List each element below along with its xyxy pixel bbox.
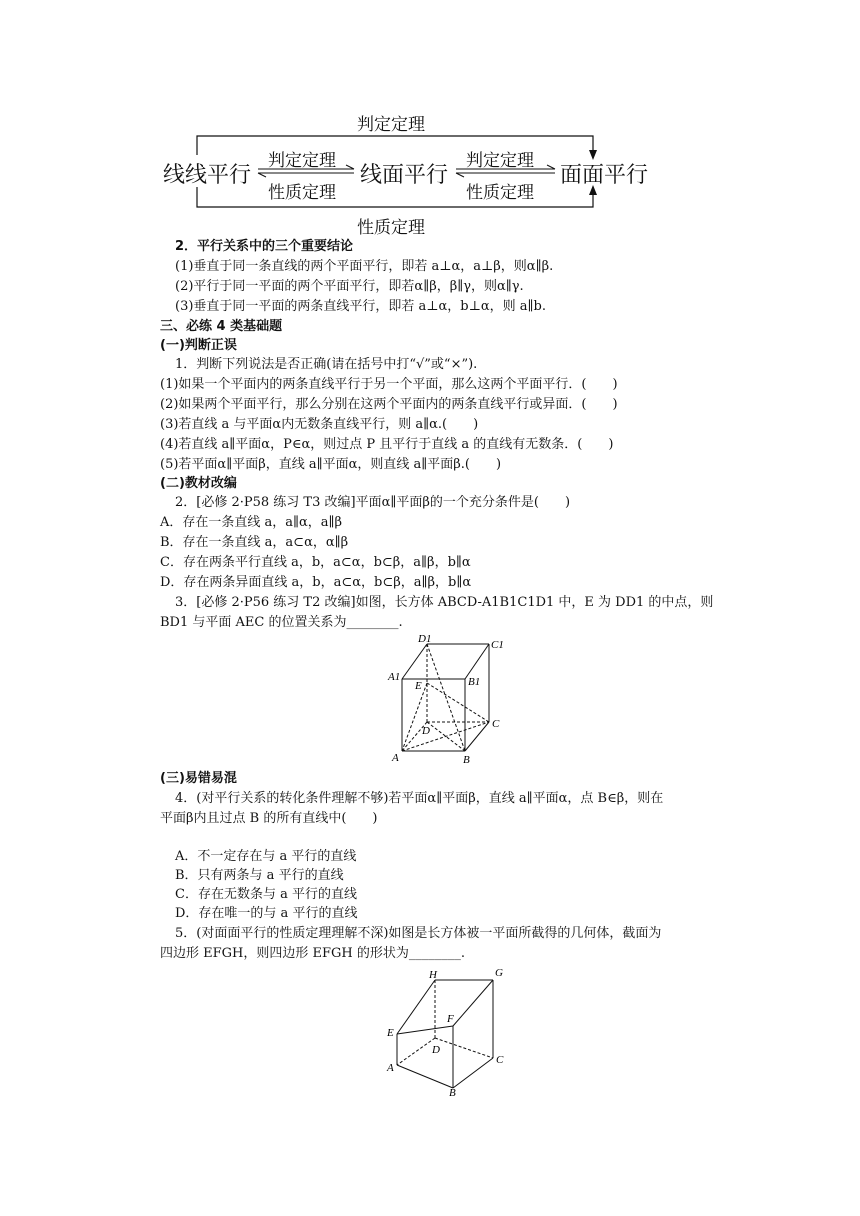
label-a: A	[392, 752, 399, 764]
question-5-line-1: 5．(对面面平行的性质定理理解不深)如图是长方体被一平面所截得的几何体，截面为	[175, 926, 662, 941]
question-2-option-c: C．存在两条平行直线 a，b，a⊂α，b⊂β，a∥β，b∥α	[160, 555, 471, 570]
question-4-line-1: 4．(对平行关系的转化条件理解不够)若平面α∥平面β，直线 a∥平面α，点 B∈β，则在	[175, 791, 664, 806]
question-4-option-b: B．只有两条与 a 平行的直线	[175, 868, 344, 883]
arrow1-bottom-label: 性质定理	[268, 183, 336, 203]
diagram-top-label: 判定定理	[357, 115, 425, 135]
label-c2: C	[496, 1054, 504, 1066]
label-d1: D1	[418, 633, 432, 645]
label-e: E	[415, 680, 422, 692]
question-5-line-2: 四边形 EFGH，则四边形 EFGH 的形状为________.	[160, 946, 465, 961]
arrow1-top-label: 判定定理	[268, 151, 336, 171]
label-c: C	[492, 718, 500, 730]
section2-item-3: (3)垂直于同一平面的两条直线平行，即若 a⊥α，b⊥α，则 a∥b.	[175, 299, 546, 314]
diagram-bottom-label: 性质定理	[357, 218, 425, 238]
question-1-item-1: (1)如果一个平面内的两条直线平行于另一个平面，那么这两个平面平行．( )	[160, 377, 618, 392]
cuboid-figure	[380, 630, 510, 770]
question-4-option-d: D．存在唯一的与 a 平行的直线	[175, 906, 358, 921]
question-1-item-5: (5)若平面α∥平面β，直线 a∥平面α，则直线 a∥平面β.( )	[160, 457, 502, 472]
question-1: 1．判断下列说法是否正确(请在括号中打“√”或“×”).	[175, 357, 478, 372]
question-4-option-c: C．存在无数条与 a 平行的直线	[175, 887, 357, 902]
label-g: G	[495, 967, 503, 979]
question-4-option-a: A．不一定存在与 a 平行的直线	[175, 849, 357, 864]
question-1-item-3: (3)若直线 a 与平面α内无数条直线平行，则 a∥α.( )	[160, 417, 479, 432]
question-4-line-2: 平面β内且过点 B 的所有直线中( )	[160, 811, 378, 826]
section2-item-2: (2)平行于同一平面的两个平面平行，即若α∥β，β∥γ，则α∥γ.	[175, 279, 524, 294]
truncated-cuboid-figure	[380, 958, 520, 1098]
label-b: B	[463, 754, 470, 766]
section2-item-1: (1)垂直于同一条直线的两个平面平行，即若 a⊥α，a⊥β，则α∥β.	[175, 259, 554, 274]
arrow2-bottom-label: 性质定理	[466, 183, 534, 203]
question-2: 2．[必修 2·P58 练习 T3 改编]平面α∥平面β的一个充分条件是( )	[175, 495, 571, 510]
subheading-judgment: (一)判断正误	[160, 338, 237, 353]
subheading-pitfalls: (三)易错易混	[160, 771, 237, 786]
arrow2-top-label: 判定定理	[466, 151, 534, 171]
label-d: D	[422, 725, 430, 737]
diagram-node-line-plane: 线面平行	[360, 163, 449, 188]
label-f: F	[447, 1013, 454, 1025]
section3-title: 三、必练 4 类基础题	[160, 319, 283, 334]
label-a1: A1	[388, 671, 401, 683]
diagram-node-plane-plane: 面面平行	[560, 163, 649, 188]
diagram-node-line-line: 线线平行	[163, 163, 252, 188]
subheading-textbook: (二)教材改编	[160, 476, 237, 491]
label-d2: D	[432, 1044, 440, 1056]
section2-title: 2．平行关系中的三个重要结论	[175, 239, 354, 254]
question-2-option-d: D．存在两条异面直线 a，b，a⊂α，b⊂β，a∥β，b∥α	[160, 575, 472, 590]
question-1-item-2: (2)如果两个平面平行，那么分别在这两个平面内的两条直线平行或异面．( )	[160, 397, 618, 412]
label-e2: E	[387, 1027, 394, 1039]
label-b2: B	[449, 1087, 456, 1098]
diagram-lines	[0, 0, 860, 240]
label-b1: B1	[468, 676, 481, 688]
question-3-line-1: 3．[必修 2·P56 练习 T2 改编]如图，长方体 ABCD-A1B1C1D1 中，E 为 DD1 的中点，则	[175, 595, 714, 610]
label-h: H	[429, 969, 437, 981]
label-a2: A	[387, 1062, 394, 1074]
question-1-item-4: (4)若直线 a∥平面α，P∈α，则过点 P 且平行于直线 a 的直线有无数条．( )	[160, 437, 614, 452]
question-2-option-b: B．存在一条直线 a，a⊂α，α∥β	[160, 535, 349, 550]
question-2-option-a: A．存在一条直线 a，a∥α，a∥β	[160, 515, 343, 530]
label-c1: C1	[491, 639, 504, 651]
question-3-line-2: BD1 与平面 AEC 的位置关系为________.	[160, 615, 403, 630]
